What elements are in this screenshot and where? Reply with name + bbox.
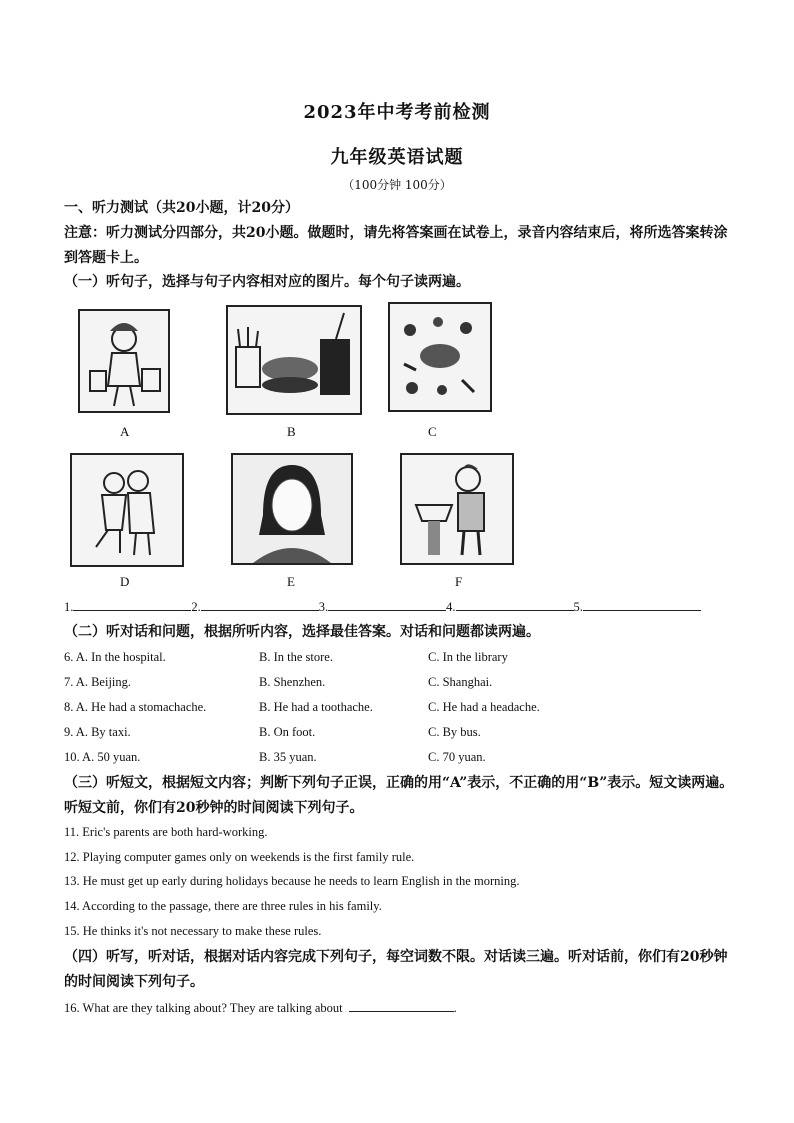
q7-option-c: C. Shanghai. [428,675,493,689]
statement-13: 13. He must get up early during holidays because he needs to learn English in the morning. [64,874,520,888]
part4-heading: （四）听写，听对话，根据对话内容完成下列句子，每空词数不限。对话读三遍。听对话前，你们有20秒钟的时间阅读下列句子。 [64,949,728,990]
statement-14: 14. According to the passage, there are three rules in his family. [64,899,382,913]
answer-blank[interactable] [73,598,191,611]
question-16-text: 16. What are they talking about? They are talking about [64,1001,343,1015]
q7-option-a: 7. A. Beijing. [64,675,132,689]
answer-blank[interactable] [201,598,319,611]
exam-subtitle: 九年级英语试题 [330,147,464,168]
cooking-ingredients-picture [388,302,492,412]
q7-option-b: B. Shenzhen. [259,675,326,689]
q6-option-a: 6. A. In the hospital. [64,650,166,664]
q9-option-c: C. By bus. [428,725,481,739]
q8-option-b: B. He had a toothache. [259,700,373,714]
q10-option-a: 10. A. 50 yuan. [64,750,141,764]
blank-number: 3. [318,600,329,614]
two-girls-hugging-picture [70,453,184,567]
picture-label-f: F [455,574,463,589]
statement-12: 12. Playing computer games only on weekends is the first family rule. [64,850,415,864]
q10-option-c: C. 70 yuan. [428,750,486,764]
section1-note: 注意：听力测试分四部分，共20小题。做题时，请先将答案画在试卷上，录音内容结束后，将所选答案转涂到答题卡上。 [64,225,728,266]
q9-option-b: B. On foot. [259,725,316,739]
shopping-woman-picture [78,309,170,413]
picture-label-c: C [428,424,437,439]
picture-label-a: A [120,424,130,439]
q6-option-c: C. In the library [428,650,508,664]
picture-label-d: D [120,574,130,589]
part1-answer-blanks [64,598,701,615]
picture-label-b: B [287,424,296,439]
part1-heading: （一）听句子，选择与句子内容相对应的图片。每个句子读两遍。 [64,274,470,290]
woman-portrait-picture [231,453,353,565]
q8-option-a: 8. A. He had a stomachache. [64,700,207,714]
statement-15: 15. He thinks it's not necessary to make these rules. [64,924,322,938]
answer-blank[interactable] [328,598,446,611]
answer-blank[interactable] [583,598,701,611]
question-16-end: . [453,1001,457,1015]
boy-washing-picture [400,453,514,565]
blank-number: 1. [64,600,74,614]
exam-title: 2023年中考考前检测 [303,102,491,123]
question-16 [64,999,457,1016]
picture-label-e: E [287,574,295,589]
blank-number: 4. [446,600,456,614]
answer-blank[interactable] [456,598,574,611]
statement-11: 11. Eric's parents are both hard-working. [64,825,268,839]
q9-option-a: 9. A. By taxi. [64,725,131,739]
blank-number: 2. [191,600,201,614]
part2-heading: （二）听对话和问题，根据所听内容，选择最佳答案。对话和问题都读两遍。 [64,624,540,640]
blank-number: 5. [573,600,583,614]
q8-option-c: C. He had a headache. [428,700,540,714]
fast-food-picture [226,305,362,415]
q6-option-b: B. In the store. [259,650,333,664]
section1-heading: 一、听力测试（共20小题，计20分） [64,200,299,216]
q10-option-b: B. 35 yuan. [259,750,317,764]
part3-heading: （三）听短文，根据短文内容；判断下列句子正误，正确的用“A”表示，不正确的用“B”表示。短文读两遍。听短文前，你们有20秒钟的时间阅读下列句子。 [64,775,734,816]
time-score: （100分钟 100分） [342,178,452,192]
answer-blank-16[interactable] [349,999,454,1012]
